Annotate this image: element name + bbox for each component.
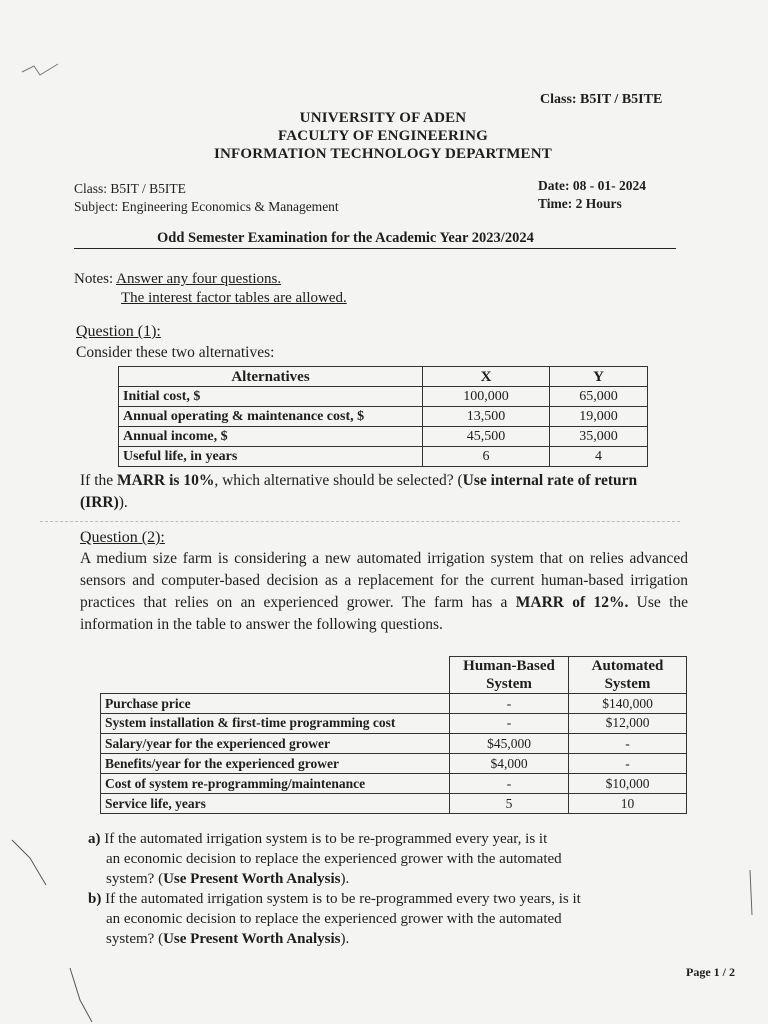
table-cell: 10 <box>569 794 687 814</box>
q2-text-part: A medium size farm is considering a new automated irrigation system that on relies advanced sensors and computer-based decision as a replacement for the current human-based irrigation practices that relies on an experienced grower. The farm has a <box>80 550 688 611</box>
marr-value: MARR of 12%. <box>515 594 629 611</box>
q2-text-part: Use the information in the table to answer the following questions. <box>80 594 689 633</box>
table-cell: $4,000 <box>450 754 569 774</box>
table-cell: 45,500 <box>423 427 550 447</box>
method-instruction: Use Present Worth Analysis <box>163 871 341 887</box>
table-cell: 6 <box>423 447 550 467</box>
table-cell: - <box>569 734 687 754</box>
table-cell: Useful life, in years <box>119 447 423 467</box>
q1-text-part: ). <box>118 494 128 511</box>
subject-label: Subject: Engineering Economics & Management <box>74 199 339 214</box>
class-label: Class: B5IT / B5ITE <box>74 181 186 196</box>
pen-mark <box>750 870 752 915</box>
exam-title: Odd Semester Examination for the Academic Year 2023/2024 <box>157 230 534 246</box>
time-label: Time: 2 Hours <box>538 196 622 211</box>
notes-label: Notes: <box>74 271 114 287</box>
table-cell: - <box>450 714 569 734</box>
table-cell: 100,000 <box>423 387 550 407</box>
table-cell: Benefits/year for the experienced grower <box>101 754 450 774</box>
table-cell: 19,000 <box>550 407 648 427</box>
table-header-cell: X <box>423 367 550 387</box>
table-cell: 5 <box>450 794 569 814</box>
table-cell: $140,000 <box>569 694 687 714</box>
part-a-text: If the automated irrigation system is to be re-programmed every year, is it <box>104 831 548 847</box>
q1-text-part: , which alternative should be selected? ( <box>214 472 463 489</box>
part-a-text: an economic decision to replace the experienced grower with the automated <box>106 851 562 867</box>
question-1-heading: Question (1): <box>76 323 161 340</box>
table-cell: Annual income, $ <box>119 427 423 447</box>
part-a-text: system? ( <box>106 871 164 887</box>
table-header-cell: Alternatives <box>119 367 423 387</box>
method-instruction: Use Present Worth Analysis <box>163 931 341 947</box>
pen-mark <box>12 840 46 885</box>
faculty-name: FACULTY OF ENGINEERING <box>278 128 488 144</box>
table-cell: $10,000 <box>569 774 687 794</box>
table-cell: 65,000 <box>550 387 648 407</box>
table-cell: Initial cost, $ <box>119 387 423 407</box>
table-cell: $45,000 <box>450 734 569 754</box>
pen-mark <box>22 64 58 75</box>
table-header-cell: Human-Based System <box>450 657 569 694</box>
university-name: UNIVERSITY OF ADEN <box>299 110 467 126</box>
department-name: INFORMATION TECHNOLOGY DEPARTMENT <box>213 146 553 162</box>
table-cell: Annual operating & maintenance cost, $ <box>119 407 423 427</box>
table-cell: - <box>569 754 687 774</box>
table-cell: - <box>450 774 569 794</box>
table-header-cell: Y <box>550 367 648 387</box>
page-number: Page 1 / 2 <box>686 965 735 979</box>
table-cell: 13,500 <box>423 407 550 427</box>
part-b-text: ). <box>340 931 350 947</box>
pen-mark <box>70 968 92 1022</box>
table-cell: 35,000 <box>550 427 648 447</box>
note-line-2: The interest factor tables are allowed. <box>121 290 347 306</box>
class-label-top: Class: B5IT / B5ITE <box>540 92 663 107</box>
method-instruction: Use internal rate of return (IRR) <box>80 472 638 511</box>
table-cell: - <box>450 694 569 714</box>
table-cell: $12,000 <box>569 714 687 734</box>
table-cell: Salary/year for the experienced grower <box>101 734 450 754</box>
table-cell: Cost of system re-programming/maintenance <box>101 774 450 794</box>
part-b-text: If the automated irrigation system is to be re-programmed every two years, is it <box>105 891 581 907</box>
part-b-label: b) <box>88 891 102 907</box>
question-2-heading: Question (2): <box>80 529 165 546</box>
table-cell: 4 <box>550 447 648 467</box>
table-header-cell: Automated System <box>569 657 687 694</box>
table-cell: Service life, years <box>101 794 450 814</box>
part-a-label: a) <box>88 831 101 847</box>
question-1-intro: Consider these two alternatives: <box>76 344 275 361</box>
part-b-text: an economic decision to replace the experienced grower with the automated <box>106 911 562 927</box>
note-line-1: Answer any four questions. <box>116 271 282 287</box>
table-cell: Purchase price <box>101 694 450 714</box>
part-b-text: system? ( <box>106 931 164 947</box>
table-cell: System installation & first-time programming cost <box>101 714 450 734</box>
q1-text-part: If the <box>80 472 118 489</box>
part-a-text: ). <box>340 871 350 887</box>
marr-value: MARR is 10% <box>117 472 215 489</box>
date-label: Date: 08 - 01- 2024 <box>538 178 646 193</box>
